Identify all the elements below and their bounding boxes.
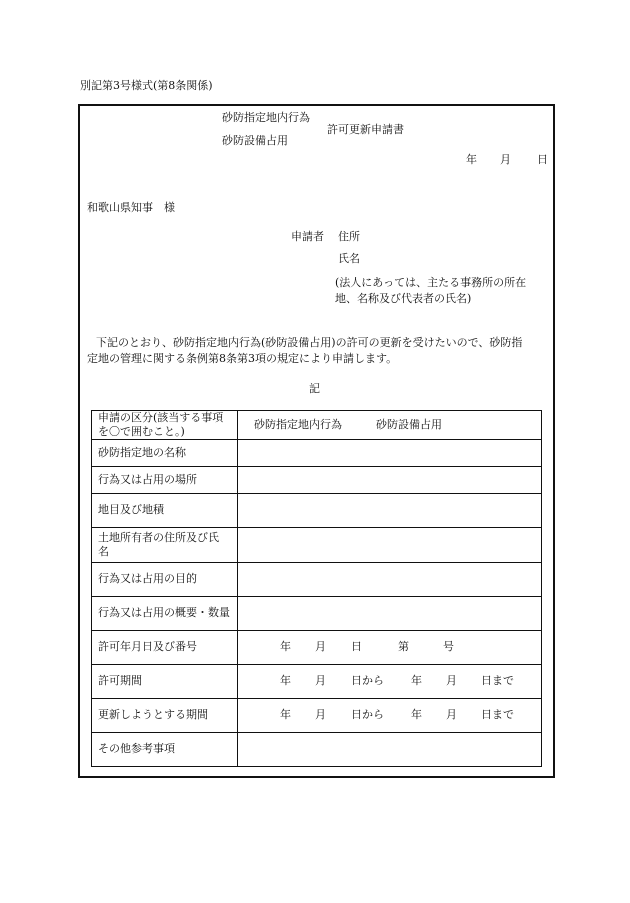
table-row — [92, 664, 542, 698]
permit-year-label: 年 — [280, 640, 291, 654]
date-day-label: 日 — [537, 153, 548, 166]
detail-table — [91, 410, 542, 767]
renewal-until: 日まで — [481, 708, 514, 722]
location-field[interactable] — [238, 466, 542, 493]
addressee: 和歌山県知事 様 — [87, 201, 175, 214]
row-label: 砂防指定地の名称 — [92, 439, 238, 466]
table-row — [92, 630, 542, 664]
period-year2: 年 — [411, 674, 422, 688]
permit-no-prefix: 第 — [398, 640, 409, 654]
area-name-field[interactable] — [238, 439, 542, 466]
category-label-line1: 申請の区分(該当する事項 — [98, 411, 224, 424]
purpose-field[interactable] — [238, 562, 542, 596]
body-text-line1: 下記のとおり、砂防指定地内行為(砂防設備占用)の許可の更新を受けたいので、砂防指 — [96, 336, 523, 349]
owner-label-cell — [92, 527, 238, 562]
table-row — [92, 698, 542, 732]
table-row — [92, 562, 542, 596]
row-label: 更新しようとする期間 — [92, 698, 238, 732]
permit-month-label: 月 — [315, 640, 326, 654]
category-option-act[interactable]: 砂防指定地内行為 — [254, 417, 342, 431]
table-row — [92, 732, 542, 766]
remarks-field[interactable] — [238, 732, 542, 766]
period-from: 日から — [351, 674, 384, 688]
title-option-occupancy: 砂防設備占用 — [222, 134, 288, 147]
category-label-cell — [92, 411, 238, 440]
row-label: 行為又は占用の概要・数量 — [92, 596, 238, 630]
category-options-cell[interactable] — [238, 411, 542, 440]
body-text-line2: 定地の管理に関する条例第8条第3項の規定により申請します。 — [87, 352, 398, 365]
table-row — [92, 439, 542, 466]
corporation-note-line1: (法人にあっては、主たる事務所の所在 — [335, 276, 527, 289]
applicant-label: 申請者 — [291, 230, 324, 243]
owner-label-line1: 土地所有者の住所及び氏 — [98, 530, 219, 544]
row-label: 行為又は占用の場所 — [92, 466, 238, 493]
renewal-from: 日から — [351, 708, 384, 722]
corporation-note-line2: 地、名称及び代表者の氏名) — [335, 292, 472, 305]
renewal-year2: 年 — [411, 708, 422, 722]
ki-heading: 記 — [309, 382, 320, 395]
permit-date-number-field[interactable] — [238, 630, 542, 664]
overview-field[interactable] — [238, 596, 542, 630]
row-label: 許可年月日及び番号 — [92, 630, 238, 664]
table-row — [92, 466, 542, 493]
category-option-occupancy[interactable]: 砂防設備占用 — [376, 417, 442, 431]
owner-field[interactable] — [238, 527, 542, 562]
table-row — [92, 596, 542, 630]
row-label: 行為又は占用の目的 — [92, 562, 238, 596]
category-label-line2: を〇で囲むこと。) — [98, 424, 185, 438]
row-label: 許可期間 — [92, 664, 238, 698]
date-year-label: 年 — [466, 153, 477, 166]
land-category-field[interactable] — [238, 493, 542, 527]
table-row — [92, 493, 542, 527]
table-row — [92, 527, 542, 562]
permit-day-label: 日 — [351, 640, 362, 654]
period-year1: 年 — [280, 674, 291, 688]
table-row — [92, 411, 542, 440]
permit-period-field[interactable] — [238, 664, 542, 698]
form-title: 許可更新申請書 — [327, 123, 404, 136]
renewal-period-field[interactable] — [238, 698, 542, 732]
form-reference: 別記第3号様式(第8条関係) — [80, 79, 213, 92]
renewal-year1: 年 — [280, 708, 291, 722]
address-label: 住所 — [338, 230, 360, 243]
permit-no-suffix: 号 — [443, 640, 454, 654]
renewal-month2: 月 — [446, 708, 457, 722]
owner-label-line2: 名 — [98, 544, 109, 558]
row-label: その他参考事項 — [92, 732, 238, 766]
period-until: 日まで — [481, 674, 514, 688]
title-option-act: 砂防指定地内行為 — [222, 111, 310, 124]
date-month-label: 月 — [500, 153, 511, 166]
period-month2: 月 — [446, 674, 457, 688]
period-month1: 月 — [315, 674, 326, 688]
renewal-month1: 月 — [315, 708, 326, 722]
name-label: 氏名 — [338, 252, 360, 265]
row-label: 地目及び地積 — [92, 493, 238, 527]
